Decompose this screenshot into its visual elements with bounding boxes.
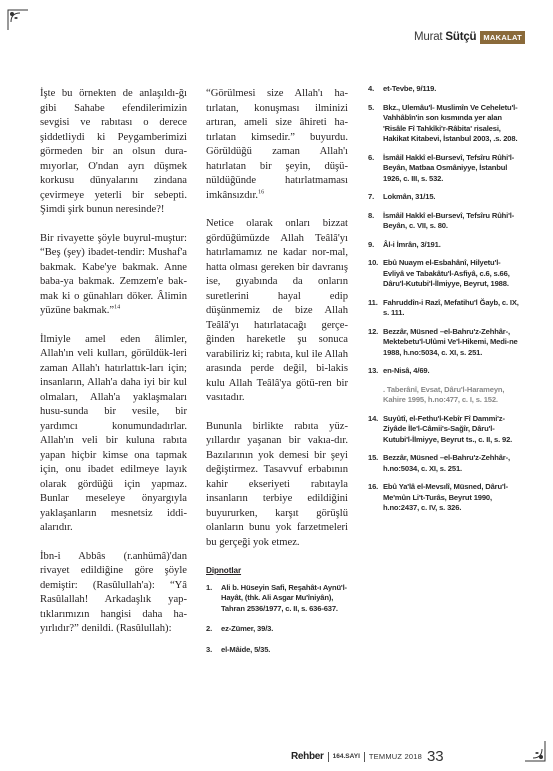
- footnote-number: 3.: [206, 644, 213, 654]
- footnote-number: 2.: [206, 624, 213, 633]
- footnote-text: İsmâil Hakkî el-Bursevî, Tefsîru Rûhi'l-Beyân, c. VII, s. 80.: [383, 210, 515, 230]
- footnote-text: el-Mâide, 5/35.: [221, 644, 271, 654]
- footer-divider: [364, 752, 365, 762]
- footnote-number: 11.: [368, 297, 378, 307]
- footnote-list: [368, 84, 520, 514]
- footnote-number: 15.: [368, 453, 379, 462]
- footnote-item: [368, 84, 520, 95]
- footnote-text: Ali b. Hüseyin Safi, Reşahât-ı Aynü'l-Hayât, (thk. Ali Asgar Mu'îniyân), Tahran 2536/1977, c. II, s. 636-637.: [221, 582, 347, 613]
- footnote-number: 8.: [368, 210, 375, 220]
- corner-ornament-icon: [6, 8, 30, 32]
- footnote-number: 7.: [368, 192, 375, 201]
- footer-divider: [328, 752, 329, 762]
- footnote-item: [368, 240, 520, 251]
- footnote-text: ez-Zümer, 39/3.: [221, 624, 274, 633]
- footnote-number: 9.: [368, 239, 375, 249]
- issue-date: TEMMUZ 2018: [368, 752, 422, 761]
- footnote-item: [206, 583, 348, 615]
- footnote-text: Ebû Ya'lâ el-Mevsılî, Müsned, Dâru'l-Me'mûn Li't-Turâs, Beyrut 1990, h.no:2437, c. IV, s. 326.: [383, 482, 508, 512]
- paragraph: Bununla birlikte rabıta yüz-yıllardır yaşanan bir vakıa-dır. Bazılarının yok demesi bir şeyi değiştirmez. Tasavvuf erbabının kahir ekseriyeti rabıtayla insanların terbiye edildiğini buyururken, karşıt görüşlü olanların bunu yok farzetmeleri bu gerçeği yok etmez.: [206, 420, 348, 548]
- footnote-number: 1.: [206, 582, 213, 592]
- footnote-item: [368, 153, 520, 185]
- footnote-item: [368, 385, 520, 406]
- footnote-item: [368, 298, 520, 319]
- footnote-text: Fahruddîn-i Razî, Mefatihu'l Ğayb, c. IX, s. 111.: [383, 297, 519, 317]
- issue-number: 164.SAYI: [332, 753, 360, 760]
- paragraph-text: “Görülmesi size Allah'ı ha-tırlatan, konuşması ilminizi artıran, ameli size âhireti ha-tırlatan kimsedir.” buyurdu. Görüldüğü zaman Allah'ı hatırlatan bir şeyin, düşü-nüldüğünde hatırlatmaması imkânsızdır.: [206, 88, 348, 201]
- author-last-name: Sütçü: [445, 31, 477, 43]
- page-number: 33: [426, 748, 444, 765]
- footnotes-heading: Dipnotlar: [206, 566, 242, 575]
- magazine-name: Rehber: [291, 751, 324, 762]
- footnote-ref: 14: [114, 304, 121, 311]
- paragraph: İlmiyle amel eden âlimler, Allah'ın veli kulları, görüldük-leri zaman Allah'ı hatırlattık-ları için; insanların, Allah'a daha iyi bir kul olmaları, Allah'a yaklaşmaları husu-sunda bir vesile, bir yardımcı konumundadırlar. Allah'ın veli bir kuluna rabıta yapan hiçbir kimse ona tapmak için, onu ibadet edilmeye layık olarak gördüğü için yapmaz. Bunlar meseleye önyargıyla yaklaşanların mesnetsiz iddi-alarıdır.: [40, 333, 187, 533]
- footnote-item: [368, 482, 520, 514]
- footnote-text: . Taberânî, Evsat, Dâru'l-Harameyn, Kahire 1995, h.no:477, c. I, s. 152.: [383, 384, 505, 404]
- footnote-ref: 16: [258, 188, 265, 195]
- footnote-number: 10.: [368, 258, 379, 267]
- paragraph: İşte bu örnekten de anlaşıldı-ğı gibi Sahabe efendilerimizin sevgisi ve rabıtası o derece şiddetliydi ki Peygamberimizi görmeden bir an olsun dura-mıyorlar, O'ndan ayrı düşmek korkusu dünyalarını zindana çevirmeye yeterli bir sebepti. Şimdi şirk bunun neresinde?!: [40, 88, 187, 215]
- paragraph-text: Bir rivayette şöyle buyrul-muştur: “Beş (şey) ibadet-tendir: Mushaf'a bakmak. Kabe'ye bakmak. Anne baba-ya bakmak. Zemzem'e bak-mak ki o günahları döker. Âlimin yüzüne bakmak.”: [40, 232, 187, 316]
- footnote-item: [368, 366, 520, 377]
- section-badge: MAKALAT: [480, 31, 525, 44]
- author-first-name: Murat: [414, 31, 443, 43]
- article-column-2: [206, 87, 348, 665]
- footnote-item: [368, 414, 520, 446]
- footnote-item: [368, 327, 520, 359]
- footnote-number: 4.: [368, 84, 375, 93]
- running-header: [414, 29, 525, 45]
- footnote-item: [368, 258, 520, 290]
- footnote-text: Bkz., Ulemâu'l- Muslimîn Ve Ceheletu'l-Vahhâbîn'in son kısmında yer alan 'Risâle Fî Tahkîki'r-Râbita' risalesi, Hakikat Kitabevi, İstanbul 2003, .s. 208.: [383, 102, 518, 143]
- corner-ornament-icon: [523, 739, 547, 763]
- footnote-text: Bezzâr, Müsned –el-Bahru'z-Zehhâr-, Mektebetu'l-Ulûmi Ve'l-Hikemi, Medi-ne 1988, h.no:5034, c. XI, s. 251.: [383, 326, 518, 357]
- footnote-text: Bezzâr, Müsned –el-Bahru'z-Zehhâr-, h.no:5034, c. XI, s. 251.: [383, 453, 510, 473]
- footnote-item: [368, 192, 520, 203]
- footnote-item: [368, 103, 520, 145]
- author-name: [414, 31, 476, 43]
- article-column-1: [40, 87, 187, 637]
- page-footer: [291, 748, 444, 765]
- footnote-text: en-Nisâ, 4/69.: [383, 366, 430, 375]
- footnote-text: Suyûtî, el-Fethu'l-Kebîr Fî Dammi'z-Ziyâde İle'l-Câmii's-Sağîr, Dâru'l-Kutubi'l-İlmiyye, Beyrut ts., c. II, s. 92.: [383, 413, 513, 444]
- paragraph: İbn-i Abbâs (r.anhümâ)'dan rivayet edildiğine göre şöyle demiştir: (Rasûlullah'a): “Yâ Rasûlallah! Arkadaşlık yap-tıklarımızın hangisi daha ha-yırlıdır?” denildi. (Rasûlullah):: [40, 550, 187, 634]
- footnote-item: [206, 645, 348, 656]
- paragraph: [40, 232, 187, 319]
- footnote-number: 5.: [368, 102, 375, 112]
- footnote-text: Âl-i İmrân, 3/191.: [383, 239, 441, 249]
- footnote-text: Ebû Nuaym el-Esbahânî, Hilyetu'l-Evliyâ ve Tabakâtu'l-Asfiyâ, c.6, s.66, Dâru'l-Kutubi'l-İlmiyye, Beyrut, 1988.: [383, 258, 510, 288]
- footnote-item: [206, 624, 348, 635]
- footnote-number: 6.: [368, 152, 375, 162]
- paragraph: Netice olarak onları bizzat gördüğümüzde Allah Teâlâ'yı hatırlamamız ne kadar nor-mal, hatta olması gereken bir davranış ise, gıyabında da onların suretlerini hayal edip düşünmemiz de bize Allah Teâlâ'yı hatırlatacağı gerçe-ğinden hareketle şu sonuca varabiliriz ki; rabıta, kul ile Allah arasında perde değil, bi-lakis kulu Allah Teâlâ'ya götü-ren bir vasıtadır.: [206, 218, 348, 403]
- footnote-number: [368, 385, 383, 406]
- footnote-number: 16.: [368, 482, 379, 491]
- footnote-number: 13.: [368, 366, 379, 375]
- footnote-text: İsmâil Hakkî el-Bursevî, Tefsîru Rûhi'l-Beyân, Matbaa Osmâniyye, İstanbul 1926, c. III, s. 532.: [383, 152, 515, 183]
- footnote-text: et-Tevbe, 9/119.: [383, 84, 437, 93]
- footnotes-column: [368, 84, 520, 522]
- footnote-item: [368, 453, 520, 474]
- footnote-list: [206, 583, 348, 656]
- footnote-item: [368, 211, 520, 232]
- footnote-number: 12.: [368, 326, 379, 336]
- paragraph: [206, 87, 348, 203]
- footnote-number: 14.: [368, 413, 379, 423]
- footnote-text: Lokmân, 31/15.: [383, 192, 436, 201]
